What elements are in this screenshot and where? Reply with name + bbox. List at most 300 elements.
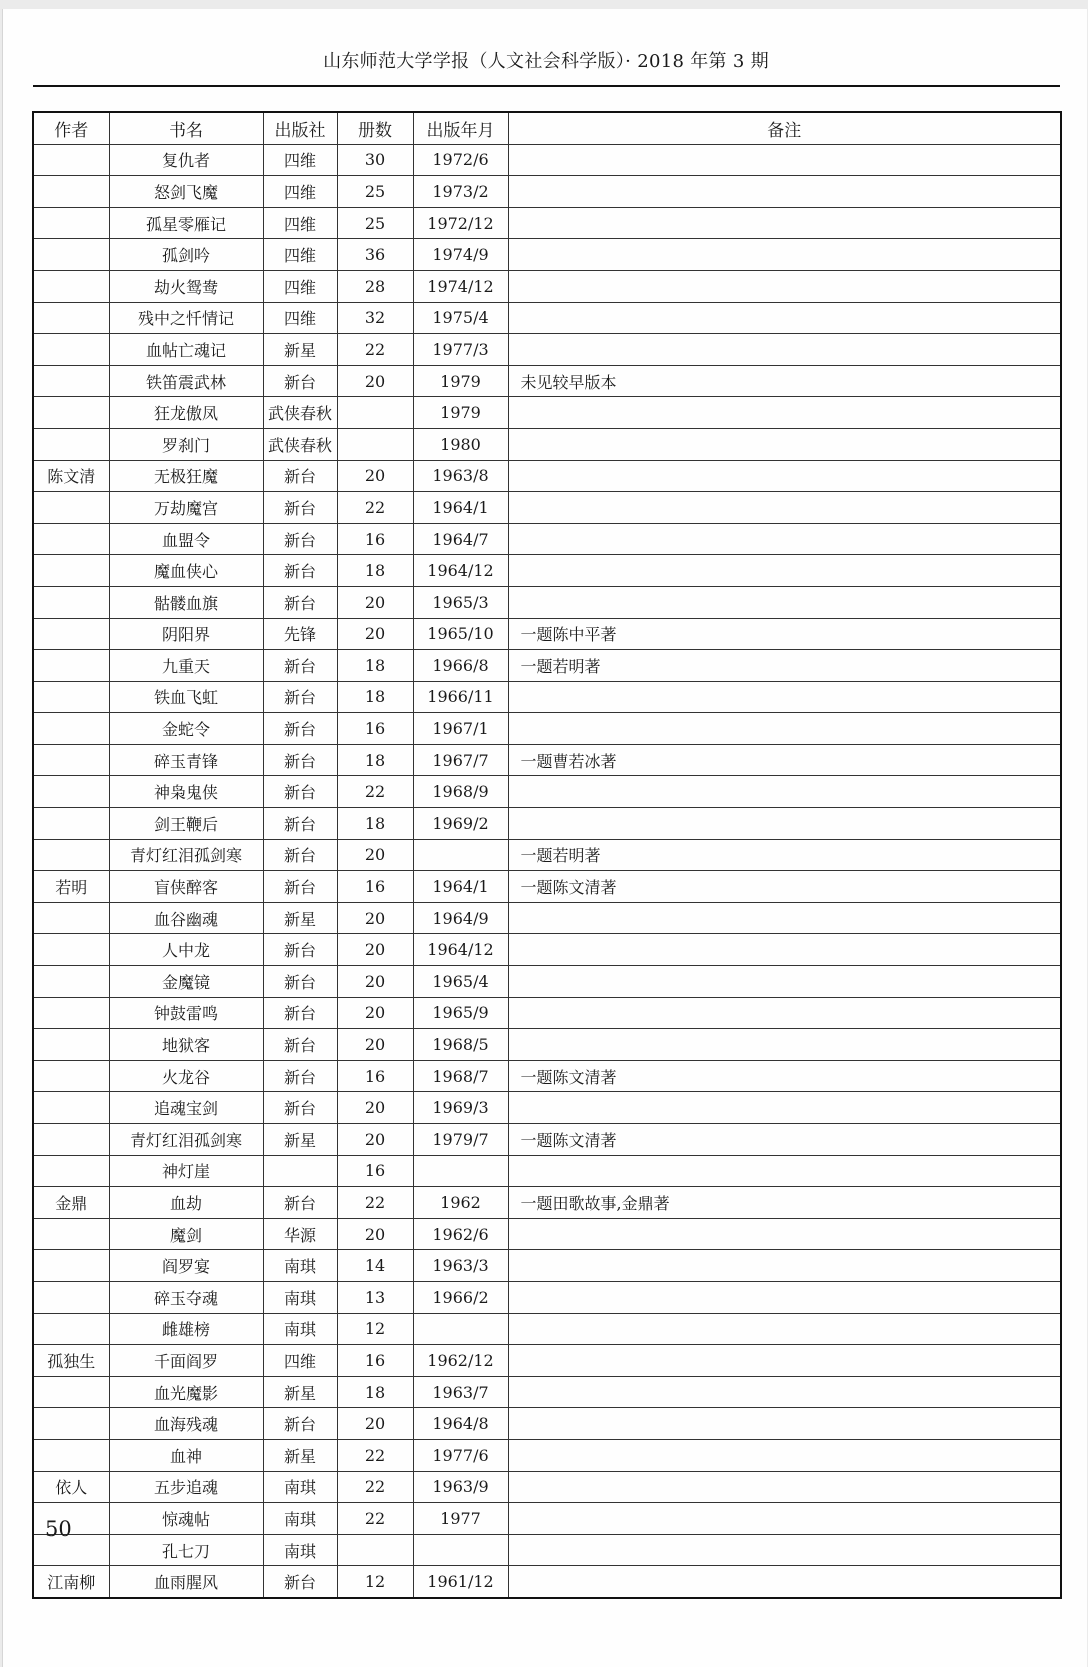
table-row xyxy=(33,776,1061,808)
cell-publisher: 新台 xyxy=(263,997,337,1029)
cell-note: 未见较早版本 xyxy=(508,365,1061,397)
cell-note xyxy=(508,397,1061,429)
table-row xyxy=(33,808,1061,840)
cell-volumes: 20 xyxy=(337,997,413,1029)
cell-title: 罗刹门 xyxy=(109,428,263,460)
cell-title: 神枭鬼侠 xyxy=(109,776,263,808)
cell-note: 一题陈文清著 xyxy=(508,1060,1061,1092)
cell-publisher: 新台 xyxy=(263,1060,337,1092)
cell-author xyxy=(33,1281,109,1313)
cell-volumes: 20 xyxy=(337,1092,413,1124)
cell-publisher: 新台 xyxy=(263,1566,337,1598)
cell-volumes: 25 xyxy=(337,176,413,208)
cell-author xyxy=(33,207,109,239)
cell-publisher: 新星 xyxy=(263,334,337,366)
cell-publisher: 新台 xyxy=(263,966,337,998)
cell-note xyxy=(508,776,1061,808)
cell-author xyxy=(33,934,109,966)
cell-title: 地狱客 xyxy=(109,1029,263,1061)
cell-note xyxy=(508,1313,1061,1345)
table-row xyxy=(33,744,1061,776)
cell-volumes xyxy=(337,397,413,429)
cell-note: 一题陈文清著 xyxy=(508,1124,1061,1156)
cell-author xyxy=(33,902,109,934)
cell-date: 1968/9 xyxy=(413,776,508,808)
cell-note: 一题田歌故事,金鼎著 xyxy=(508,1187,1061,1219)
cell-volumes: 18 xyxy=(337,681,413,713)
cell-volumes: 22 xyxy=(337,1471,413,1503)
cell-title: 血神 xyxy=(109,1439,263,1471)
cell-volumes: 20 xyxy=(337,586,413,618)
cell-date: 1966/11 xyxy=(413,681,508,713)
cell-volumes: 20 xyxy=(337,1218,413,1250)
cell-title: 钟鼓雷鸣 xyxy=(109,997,263,1029)
cell-date xyxy=(413,839,508,871)
table-row xyxy=(33,839,1061,871)
cell-publisher: 新星 xyxy=(263,1376,337,1408)
cell-volumes: 36 xyxy=(337,239,413,271)
cell-note xyxy=(508,460,1061,492)
cell-title: 追魂宝剑 xyxy=(109,1092,263,1124)
cell-author xyxy=(33,966,109,998)
table-row xyxy=(33,460,1061,492)
cell-author xyxy=(33,1092,109,1124)
cell-author xyxy=(33,1155,109,1187)
cell-date: 1972/12 xyxy=(413,207,508,239)
cell-publisher: 新台 xyxy=(263,681,337,713)
cell-author xyxy=(33,1060,109,1092)
cell-title: 火龙谷 xyxy=(109,1060,263,1092)
cell-title: 魔血侠心 xyxy=(109,555,263,587)
header-title: 书名 xyxy=(109,112,263,144)
cell-title: 血谷幽魂 xyxy=(109,902,263,934)
cell-note xyxy=(508,555,1061,587)
cell-date: 1964/12 xyxy=(413,934,508,966)
cell-volumes xyxy=(337,428,413,460)
cell-volumes: 22 xyxy=(337,1503,413,1535)
cell-note: 一题曹若冰著 xyxy=(508,744,1061,776)
cell-date xyxy=(413,1534,508,1566)
cell-date xyxy=(413,1155,508,1187)
cell-title: 魔剑 xyxy=(109,1218,263,1250)
cell-date: 1977 xyxy=(413,1503,508,1535)
cell-title: 铁笛震武林 xyxy=(109,365,263,397)
cell-publisher: 新台 xyxy=(263,744,337,776)
cell-date: 1969/3 xyxy=(413,1092,508,1124)
table-row xyxy=(33,270,1061,302)
table-row xyxy=(33,650,1061,682)
table-row xyxy=(33,1439,1061,1471)
cell-author xyxy=(33,523,109,555)
cell-publisher: 南琪 xyxy=(263,1471,337,1503)
cell-publisher: 新台 xyxy=(263,713,337,745)
table-row xyxy=(33,1281,1061,1313)
cell-publisher: 武侠春秋 xyxy=(263,397,337,429)
cell-note: 一题陈中平著 xyxy=(508,618,1061,650)
cell-title: 九重天 xyxy=(109,650,263,682)
cell-volumes: 14 xyxy=(337,1250,413,1282)
cell-title: 剑王鞭后 xyxy=(109,808,263,840)
cell-date: 1977/6 xyxy=(413,1439,508,1471)
table-row xyxy=(33,1471,1061,1503)
cell-note xyxy=(508,144,1061,176)
cell-author xyxy=(33,1376,109,1408)
cell-volumes: 13 xyxy=(337,1281,413,1313)
header-note: 备注 xyxy=(508,112,1061,144)
cell-title: 孤星零雁记 xyxy=(109,207,263,239)
cell-title: 孔七刀 xyxy=(109,1534,263,1566)
cell-note xyxy=(508,902,1061,934)
table-row xyxy=(33,1060,1061,1092)
cell-note xyxy=(508,681,1061,713)
table-row xyxy=(33,176,1061,208)
cell-note xyxy=(508,1218,1061,1250)
cell-author: 若明 xyxy=(33,871,109,903)
table-row xyxy=(33,1313,1061,1345)
table-row xyxy=(33,334,1061,366)
cell-publisher: 武侠春秋 xyxy=(263,428,337,460)
cell-publisher: 新星 xyxy=(263,1439,337,1471)
cell-publisher: 新台 xyxy=(263,808,337,840)
cell-volumes: 18 xyxy=(337,744,413,776)
header-author: 作者 xyxy=(33,112,109,144)
cell-publisher: 新台 xyxy=(263,1187,337,1219)
cell-publisher: 新台 xyxy=(263,523,337,555)
cell-volumes xyxy=(337,1534,413,1566)
table-row xyxy=(33,871,1061,903)
cell-note: 一题陈文清著 xyxy=(508,871,1061,903)
table-row xyxy=(33,239,1061,271)
cell-publisher: 新台 xyxy=(263,460,337,492)
cell-date: 1962/12 xyxy=(413,1345,508,1377)
cell-publisher: 新台 xyxy=(263,776,337,808)
table-row xyxy=(33,555,1061,587)
cell-publisher: 新台 xyxy=(263,492,337,524)
cell-title: 血雨腥风 xyxy=(109,1566,263,1598)
cell-author xyxy=(33,239,109,271)
header-date: 出版年月 xyxy=(413,112,508,144)
cell-note xyxy=(508,239,1061,271)
table-row xyxy=(33,144,1061,176)
cell-author xyxy=(33,839,109,871)
cell-note xyxy=(508,808,1061,840)
cell-title: 万劫魔宫 xyxy=(109,492,263,524)
cell-note xyxy=(508,1281,1061,1313)
cell-author: 江南柳 xyxy=(33,1566,109,1598)
cell-volumes: 18 xyxy=(337,650,413,682)
cell-author xyxy=(33,650,109,682)
cell-date: 1964/8 xyxy=(413,1408,508,1440)
cell-title: 血盟令 xyxy=(109,523,263,555)
cell-date: 1974/9 xyxy=(413,239,508,271)
cell-volumes: 16 xyxy=(337,871,413,903)
cell-author xyxy=(33,713,109,745)
cell-publisher: 四维 xyxy=(263,239,337,271)
cell-publisher: 新台 xyxy=(263,1029,337,1061)
table-row xyxy=(33,713,1061,745)
cell-author: 孤独生 xyxy=(33,1345,109,1377)
running-head: 山东师范大学学报（人文社会科学版）· 2018 年第 3 期 xyxy=(323,51,769,72)
cell-author xyxy=(33,1439,109,1471)
cell-note xyxy=(508,176,1061,208)
cell-title: 狂龙傲凤 xyxy=(109,397,263,429)
cell-volumes: 22 xyxy=(337,776,413,808)
cell-volumes: 20 xyxy=(337,1124,413,1156)
cell-date: 1963/9 xyxy=(413,1471,508,1503)
table-row xyxy=(33,1408,1061,1440)
cell-title: 惊魂帖 xyxy=(109,1503,263,1535)
cell-note xyxy=(508,302,1061,334)
cell-author xyxy=(33,776,109,808)
cell-note xyxy=(508,207,1061,239)
cell-volumes: 20 xyxy=(337,934,413,966)
cell-publisher: 新台 xyxy=(263,555,337,587)
header-volumes: 册数 xyxy=(337,112,413,144)
cell-volumes: 22 xyxy=(337,334,413,366)
table-row xyxy=(33,1124,1061,1156)
cell-author xyxy=(33,302,109,334)
cell-note xyxy=(508,1503,1061,1535)
page-number: 50 xyxy=(45,1517,72,1541)
cell-author xyxy=(33,618,109,650)
cell-date xyxy=(413,1313,508,1345)
cell-note xyxy=(508,1092,1061,1124)
cell-title: 血海残魂 xyxy=(109,1408,263,1440)
cell-title: 残中之忏情记 xyxy=(109,302,263,334)
cell-publisher: 四维 xyxy=(263,176,337,208)
table-row xyxy=(33,618,1061,650)
cell-publisher: 华源 xyxy=(263,1218,337,1250)
cell-date: 1964/12 xyxy=(413,555,508,587)
cell-volumes: 22 xyxy=(337,1187,413,1219)
cell-author xyxy=(33,1029,109,1061)
cell-author xyxy=(33,1250,109,1282)
cell-date: 1965/10 xyxy=(413,618,508,650)
table-row xyxy=(33,523,1061,555)
cell-author xyxy=(33,1313,109,1345)
cell-note xyxy=(508,1408,1061,1440)
cell-date: 1965/3 xyxy=(413,586,508,618)
table-row xyxy=(33,1250,1061,1282)
cell-volumes: 30 xyxy=(337,144,413,176)
cell-note xyxy=(508,997,1061,1029)
cell-note xyxy=(508,1439,1061,1471)
cell-volumes: 16 xyxy=(337,1155,413,1187)
cell-volumes: 20 xyxy=(337,1029,413,1061)
cell-author xyxy=(33,1218,109,1250)
table-row xyxy=(33,1345,1061,1377)
cell-publisher: 新台 xyxy=(263,934,337,966)
table-row xyxy=(33,1566,1061,1598)
cell-volumes: 20 xyxy=(337,365,413,397)
cell-date: 1975/4 xyxy=(413,302,508,334)
table-row xyxy=(33,586,1061,618)
cell-publisher: 新台 xyxy=(263,650,337,682)
cell-date: 1979/7 xyxy=(413,1124,508,1156)
cell-publisher: 新台 xyxy=(263,1092,337,1124)
cell-note xyxy=(508,1155,1061,1187)
cell-publisher: 新台 xyxy=(263,839,337,871)
cell-publisher: 新星 xyxy=(263,902,337,934)
cell-title: 金蛇令 xyxy=(109,713,263,745)
cell-title: 五步追魂 xyxy=(109,1471,263,1503)
cell-date: 1963/8 xyxy=(413,460,508,492)
cell-title: 碎玉夺魂 xyxy=(109,1281,263,1313)
cell-note xyxy=(508,713,1061,745)
cell-note xyxy=(508,1345,1061,1377)
cell-volumes: 20 xyxy=(337,966,413,998)
cell-author xyxy=(33,744,109,776)
document-page xyxy=(2,9,1087,1667)
cell-volumes: 16 xyxy=(337,523,413,555)
cell-volumes: 18 xyxy=(337,555,413,587)
cell-date: 1963/7 xyxy=(413,1376,508,1408)
cell-note xyxy=(508,428,1061,460)
cell-title: 碎玉青锋 xyxy=(109,744,263,776)
table-row xyxy=(33,1092,1061,1124)
table-body xyxy=(33,144,1061,1598)
cell-author xyxy=(33,555,109,587)
cell-title: 复仇者 xyxy=(109,144,263,176)
cell-note xyxy=(508,1029,1061,1061)
cell-date: 1980 xyxy=(413,428,508,460)
table-row xyxy=(33,428,1061,460)
cell-date: 1968/7 xyxy=(413,1060,508,1092)
cell-author xyxy=(33,270,109,302)
cell-date: 1967/1 xyxy=(413,713,508,745)
cell-title: 神灯崖 xyxy=(109,1155,263,1187)
cell-author xyxy=(33,492,109,524)
cell-volumes: 25 xyxy=(337,207,413,239)
table-row xyxy=(33,1534,1061,1566)
cell-note: 一题若明著 xyxy=(508,650,1061,682)
cell-date: 1966/8 xyxy=(413,650,508,682)
cell-date: 1974/12 xyxy=(413,270,508,302)
cell-note xyxy=(508,1250,1061,1282)
cell-author xyxy=(33,176,109,208)
cell-date: 1961/12 xyxy=(413,1566,508,1598)
cell-author xyxy=(33,1124,109,1156)
cell-title: 孤剑吟 xyxy=(109,239,263,271)
cell-author xyxy=(33,144,109,176)
cell-title: 盲侠醉客 xyxy=(109,871,263,903)
cell-publisher: 四维 xyxy=(263,207,337,239)
cell-note xyxy=(508,334,1061,366)
cell-note xyxy=(508,1376,1061,1408)
cell-note xyxy=(508,523,1061,555)
cell-volumes: 16 xyxy=(337,713,413,745)
cell-date: 1962/6 xyxy=(413,1218,508,1250)
cell-publisher: 四维 xyxy=(263,144,337,176)
cell-note xyxy=(508,1471,1061,1503)
table-row xyxy=(33,207,1061,239)
cell-note xyxy=(508,492,1061,524)
cell-date: 1979 xyxy=(413,397,508,429)
header-publisher: 出版社 xyxy=(263,112,337,144)
cell-date: 1962 xyxy=(413,1187,508,1219)
cell-volumes: 32 xyxy=(337,302,413,334)
cell-author xyxy=(33,428,109,460)
cell-date: 1973/2 xyxy=(413,176,508,208)
table-row xyxy=(33,966,1061,998)
cell-publisher: 南琪 xyxy=(263,1503,337,1535)
cell-title: 劫火鸳鸯 xyxy=(109,270,263,302)
cell-author: 陈文清 xyxy=(33,460,109,492)
cell-publisher xyxy=(263,1155,337,1187)
cell-title: 铁血飞虹 xyxy=(109,681,263,713)
cell-author xyxy=(33,365,109,397)
cell-note xyxy=(508,966,1061,998)
cell-author xyxy=(33,681,109,713)
cell-volumes: 28 xyxy=(337,270,413,302)
cell-volumes: 20 xyxy=(337,460,413,492)
cell-date: 1979 xyxy=(413,365,508,397)
cell-volumes: 16 xyxy=(337,1345,413,1377)
cell-note xyxy=(508,934,1061,966)
cell-date: 1968/5 xyxy=(413,1029,508,1061)
cell-date: 1963/3 xyxy=(413,1250,508,1282)
table-row xyxy=(33,997,1061,1029)
cell-date: 1964/1 xyxy=(413,871,508,903)
table-row xyxy=(33,1376,1061,1408)
cell-publisher: 新星 xyxy=(263,1124,337,1156)
table-row xyxy=(33,934,1061,966)
cell-title: 金魔镜 xyxy=(109,966,263,998)
cell-title: 阎罗宴 xyxy=(109,1250,263,1282)
cell-volumes: 18 xyxy=(337,1376,413,1408)
cell-publisher: 南琪 xyxy=(263,1250,337,1282)
cell-volumes: 18 xyxy=(337,808,413,840)
cell-title: 无极狂魔 xyxy=(109,460,263,492)
table-row xyxy=(33,681,1061,713)
cell-publisher: 新台 xyxy=(263,871,337,903)
table-row xyxy=(33,1029,1061,1061)
cell-date: 1964/1 xyxy=(413,492,508,524)
cell-publisher: 新台 xyxy=(263,1408,337,1440)
cell-volumes: 16 xyxy=(337,1060,413,1092)
table-header-row xyxy=(33,112,1061,144)
table-row xyxy=(33,302,1061,334)
cell-title: 人中龙 xyxy=(109,934,263,966)
table-row xyxy=(33,1187,1061,1219)
cell-title: 血帖亡魂记 xyxy=(109,334,263,366)
cell-date: 1969/2 xyxy=(413,808,508,840)
cell-publisher: 南琪 xyxy=(263,1281,337,1313)
table-row xyxy=(33,365,1061,397)
cell-date: 1964/7 xyxy=(413,523,508,555)
cell-title: 阴阳界 xyxy=(109,618,263,650)
cell-volumes: 20 xyxy=(337,1408,413,1440)
cell-title: 千面阎罗 xyxy=(109,1345,263,1377)
cell-author xyxy=(33,1408,109,1440)
cell-publisher: 新台 xyxy=(263,586,337,618)
cell-volumes: 12 xyxy=(337,1313,413,1345)
table-row xyxy=(33,1218,1061,1250)
cell-publisher: 四维 xyxy=(263,1345,337,1377)
table-row xyxy=(33,397,1061,429)
cell-volumes: 12 xyxy=(337,1566,413,1598)
cell-publisher: 四维 xyxy=(263,302,337,334)
cell-date: 1964/9 xyxy=(413,902,508,934)
cell-title: 青灯红泪孤剑寒 xyxy=(109,839,263,871)
cell-publisher: 先锋 xyxy=(263,618,337,650)
table-row xyxy=(33,1503,1061,1535)
cell-author xyxy=(33,997,109,1029)
cell-note xyxy=(508,586,1061,618)
cell-author xyxy=(33,808,109,840)
cell-volumes: 20 xyxy=(337,618,413,650)
cell-note xyxy=(508,1534,1061,1566)
